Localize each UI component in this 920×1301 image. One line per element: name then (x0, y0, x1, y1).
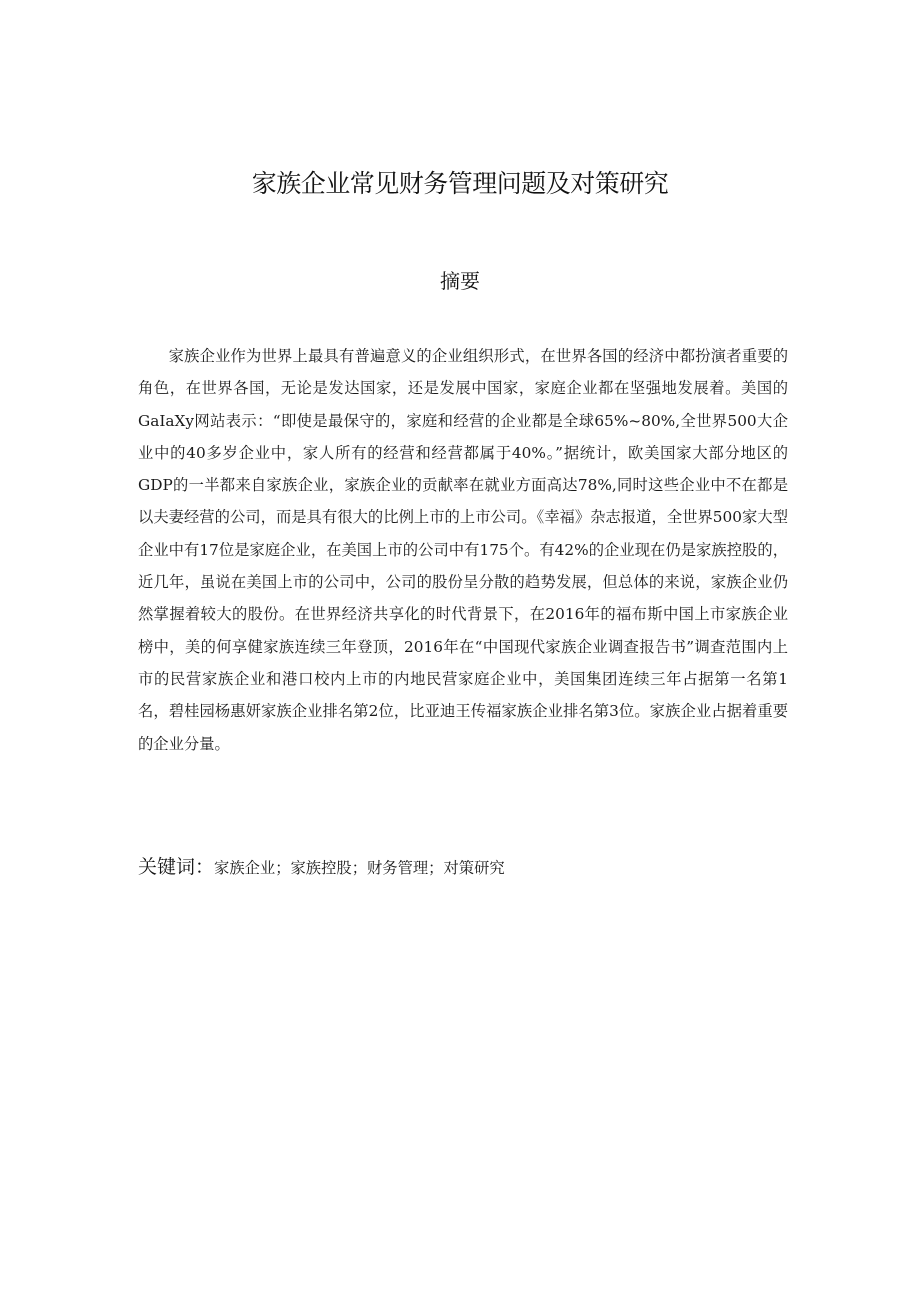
keywords-label: 关键词： (138, 856, 215, 878)
abstract-paragraph: 家族企业作为世界上最具有普遍意义的企业组织形式，在世界各国的经济中都扮演者重要的角色，在世界各国，无论是发达国家，还是发展中国家，家庭企业都在坚强地发展着。美国的GaIaXy网站表示：“即使是最保守的，家庭和经营的企业都是全球65%~80%,全世界500大企业中的40多岁企业中，家人所有的经营和经营都属于40%。”据统计，欧美国家大部分地区的GDP的一半都来自家族企业，家族企业的贡献率在就业方面高达78%,同时这些企业中不在都是以夫妻经营的公司，而是具有很大的比例上市的上市公司。《幸福》杂志报道，全世界500家大型企业中有17位是家庭企业，在美国上市的公司中有175个。有42%的企业现在仍是家族控股的，近几年，虽说在美国上市的公司中，公司的股份呈分散的趋势发展，但总体的来说，家族企业仍然掌握着较大的股份。在世界经济共享化的时代背景下，在2016年的福布斯中国上市家族企业榜中，美的何享健家族连续三年登顶，2016年在“中国现代家族企业调查报告书”调查范围内上市的民营家族企业和港口校内上市的内地民营家庭企业中，美国集团连续三年占据第一名第1名，碧桂园杨惠妍家族企业排名第2位，比亚迪王传福家族企业排名第3位。家族企业占据着重要的企业分量。 (138, 347, 788, 753)
keywords-line (138, 851, 788, 884)
document-title: 家族企业常见财务管理问题及对策研究 (251, 169, 669, 198)
keywords-list: 家族企业；家族控股；财务管理；对策研究 (214, 859, 505, 877)
abstract-heading: 摘要 (440, 269, 480, 293)
